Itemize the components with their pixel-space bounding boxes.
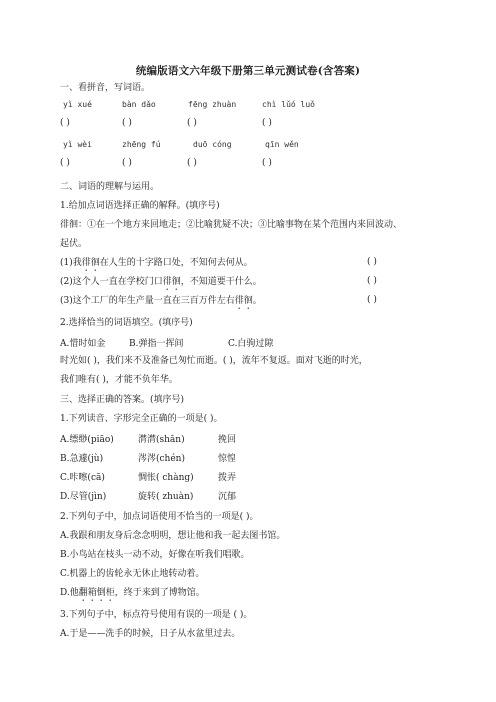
pinyin-4: chì lǔó luǒ [262,100,315,109]
question-2-2: 2.选择恰当的词语填空。(填序号) [60,318,193,328]
option-cell: C.咔嚓(cā) [60,473,105,483]
answer-blank[interactable]: ( ) [367,295,377,305]
marked-word: 徘徊 [81,258,100,268]
pinyin-5: yì wèi [63,140,92,149]
answer-blank[interactable]: ( ) [187,158,197,168]
definitions-line-1: 徘徊：①在一个地方来回地走；②比喻犹疑不决；③比喻事物在某个范围内来回波动、 [60,220,403,230]
choice-b: B.弹指一挥间 [129,339,184,349]
option-cell: 挽回 [218,435,237,445]
section2-heading: 二、词语的理解与运用。 [60,182,160,192]
answer-blank[interactable]: ( ) [262,158,272,168]
answer-blank[interactable]: ( ) [122,158,132,168]
sub-question: (1)我徘徊在人生的十字路口处，不知何去何从。 [60,258,253,268]
option-line: C.机器上的齿轮永无休止地转动着。 [60,569,205,579]
question-3-1: 1.下列读音、字形完全正确的一项是( )。 [60,414,223,424]
answer-blank[interactable]: ( ) [262,118,272,128]
sub-question: (2)这个人一直在学校门口徘徊，不知道要干什么。 [60,277,262,287]
option-line: B.小鸟站在枝头一动不动，好像在听我们唱歌。 [60,550,250,560]
section1-heading: 一、看拼音，写词语。 [60,83,151,93]
option-cell: 潸潸(shān) [138,435,185,445]
option-cell: A.缥缈(piāo) [60,435,114,445]
option-cell: 惊惶 [218,454,237,464]
sub-question: (3)这个工厂的年生产量一直在三百万件左右徘徊。 [60,296,262,306]
option-cell: 涔涔(chén) [138,454,185,464]
marked-word: 徘徊 [162,277,181,287]
answer-blank[interactable]: ( ) [367,257,377,267]
pinyin-8: qīn wěn [265,140,299,149]
question-3-2: 2.下列句子中，加点词语使用不恰当的一项是( )。 [60,512,259,522]
answer-blank[interactable]: ( ) [187,118,197,128]
answer-blank[interactable]: ( ) [60,158,70,168]
choice-c: C.白驹过隙 [228,339,274,349]
pinyin-3: fēng zhuàn [188,100,237,109]
pinyin-1: yì xué [63,100,92,109]
pinyin-6: zhēng fú [122,140,161,149]
marked-word: 翻箱倒柜 [78,588,115,598]
option-line: A.于是——洗手的时候，日子从水盆里过去。 [60,629,241,639]
pinyin-7: duō cóng [193,140,232,149]
option-cell: 拨弄 [218,473,237,483]
definitions-line-2: 起伏。 [60,239,88,249]
option-cell: 惆怅( chàng) [138,473,194,483]
marked-word: 徘徊 [234,296,253,306]
choice-a: A.惜时如金 [60,339,106,349]
section3-heading: 三、选择正确的答案。(填序号) [60,395,185,405]
option-line: A.我跟和朋友身后念念明明，想让他和我一起去图书馆。 [60,531,286,541]
option-line: D.他翻箱倒柜，终于来到了博物馆。 [60,588,205,598]
option-cell: D.尽管(jìn) [60,492,107,502]
page-title: 统编版语文六年级下册第三单元测试卷(含答案) [135,65,361,77]
question-3-3: 3.下列句子中，标点符号使用有误的一项是 ( )。 [60,610,253,620]
fill-text-2: 我们唯有( )，才能不负年华。 [60,375,178,385]
option-cell: 沉郁 [218,492,237,502]
option-cell: B.急遽(jù) [60,454,104,464]
answer-blank[interactable]: ( ) [122,118,132,128]
answer-blank[interactable]: ( ) [60,118,70,128]
option-cell: 旋转( zhuàn) [138,492,194,502]
question-2-1: 1.给加点词语选择正确的解释。(填序号) [60,201,220,211]
pinyin-2: bàn dǎo [122,100,156,109]
fill-text-1: 时光如( )，我们来不及准备已匆忙而逝。( )，流年不复返。面对飞逝的时光， [60,356,368,366]
answer-blank[interactable]: ( ) [367,276,377,286]
